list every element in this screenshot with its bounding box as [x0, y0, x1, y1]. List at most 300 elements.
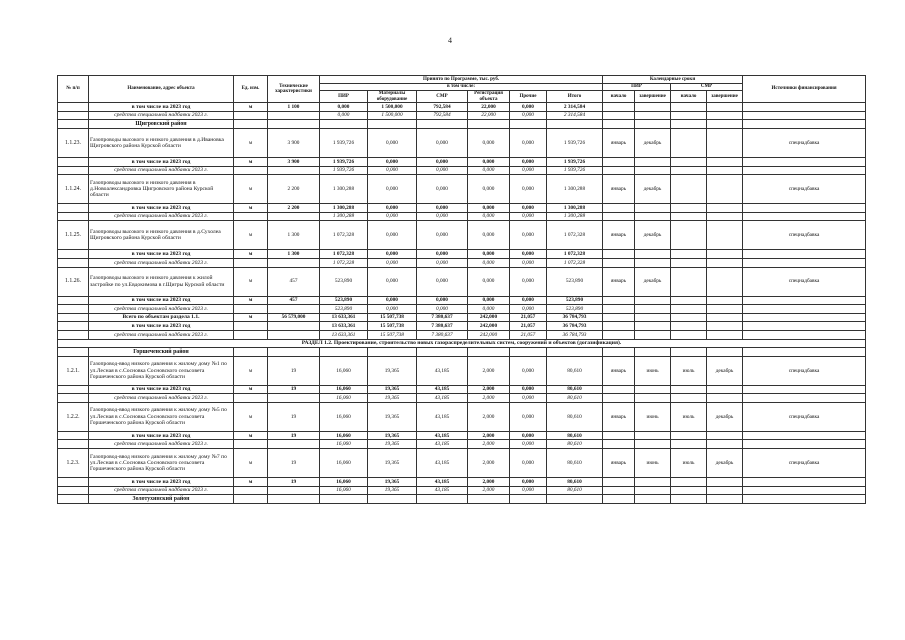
cell-pir-start: январь — [603, 402, 635, 431]
cell-pir-end — [635, 296, 671, 305]
table-row-spec — [58, 111, 866, 120]
cell-tech — [268, 322, 320, 331]
cell-registration: 0,000 — [468, 267, 510, 296]
cell-num — [58, 478, 89, 487]
cell-tech — [268, 330, 320, 339]
cell-pir-start: январь — [603, 221, 635, 250]
cell-empty — [635, 495, 671, 504]
cell-empty — [547, 348, 603, 357]
cell-smr: 0,000 — [417, 305, 468, 314]
cell-registration: 2,000 — [468, 394, 510, 403]
cell-num — [58, 431, 89, 440]
cell-smr-start — [671, 175, 707, 204]
header-materials: Материалы оборудование — [368, 91, 417, 103]
cell-smr: 7 380,637 — [417, 322, 468, 331]
cell-pir-end: декабрь — [635, 175, 671, 204]
cell-pir-end — [635, 394, 671, 403]
cell-empty — [468, 495, 510, 504]
cell-unit — [234, 166, 268, 175]
cell-smr-start — [671, 322, 707, 331]
cell-empty — [671, 120, 707, 129]
table-row-full — [58, 267, 866, 296]
cell-registration: 242,000 — [468, 322, 510, 331]
cell-unit — [234, 111, 268, 120]
cell-name: средства специальной надбавки 2023 г. — [89, 330, 234, 339]
cell-smr: 43,185 — [417, 440, 468, 449]
header-unit: Ед. изм. — [234, 76, 268, 103]
program-table — [57, 75, 866, 504]
cell-empty — [320, 120, 368, 129]
cell-finance — [743, 486, 866, 495]
cell-unit: м — [234, 267, 268, 296]
cell-name: средства специальной надбавки 2023 г. — [89, 394, 234, 403]
cell-other: 0,000 — [510, 103, 547, 112]
table-row-spec — [58, 258, 866, 267]
cell-total: 1 939,726 — [547, 157, 603, 166]
cell-pir-end: декабрь — [635, 267, 671, 296]
cell-total: 523,890 — [547, 305, 603, 314]
cell-finance — [743, 250, 866, 259]
cell-pir: 1 939,726 — [320, 157, 368, 166]
cell-pir-start — [603, 212, 635, 221]
cell-materials: 0,000 — [368, 258, 417, 267]
cell-num — [58, 157, 89, 166]
cell-other: 0,000 — [510, 221, 547, 250]
cell-smr: 7 380,637 — [417, 313, 468, 322]
cell-materials: 15 507,738 — [368, 322, 417, 331]
cell-empty — [671, 495, 707, 504]
cell-finance — [743, 103, 866, 112]
cell-smr: 0,000 — [417, 258, 468, 267]
cell-total: 36 784,793 — [547, 330, 603, 339]
cell-other: 0,000 — [510, 212, 547, 221]
cell-total: 36 784,793 — [547, 313, 603, 322]
cell-pir: 16,060 — [320, 385, 368, 394]
cell-other: 21,057 — [510, 322, 547, 331]
cell-registration: 22,000 — [468, 111, 510, 120]
cell-num: 1.1.23. — [58, 128, 89, 157]
cell-smr-start — [671, 394, 707, 403]
table-row-sub — [58, 385, 866, 394]
cell-materials: 0,000 — [368, 250, 417, 259]
cell-total: 1 072,328 — [547, 258, 603, 267]
cell-pir-end: декабрь — [635, 128, 671, 157]
cell-other: 0,000 — [510, 267, 547, 296]
cell-tech: 19 — [268, 356, 320, 385]
cell-name: в том числе на 2023 год — [89, 204, 234, 213]
cell-unit — [234, 394, 268, 403]
cell-pir-end — [635, 486, 671, 495]
cell-name: средства специальной надбавки 2023 г. — [89, 212, 234, 221]
table-header — [58, 76, 866, 103]
cell-registration: 0,000 — [468, 258, 510, 267]
cell-pir-start — [603, 431, 635, 440]
cell-tech: 19 — [268, 385, 320, 394]
cell-smr: 43,185 — [417, 356, 468, 385]
cell-smr: 0,000 — [417, 204, 468, 213]
cell-num — [58, 330, 89, 339]
table-row-spec — [58, 212, 866, 221]
cell-pir-end — [635, 385, 671, 394]
cell-pir: 523,890 — [320, 305, 368, 314]
cell-finance: спецнадбавка — [743, 356, 866, 385]
cell-smr: 792,584 — [417, 103, 468, 112]
cell-unit: м — [234, 449, 268, 478]
cell-tech — [268, 258, 320, 267]
cell-registration: 2,000 — [468, 486, 510, 495]
cell-smr-end — [707, 313, 743, 322]
cell-empty — [468, 348, 510, 357]
cell-unit — [234, 486, 268, 495]
cell-name: средства специальной надбавки 2023 г. — [89, 166, 234, 175]
cell-total: 2 314,584 — [547, 111, 603, 120]
cell-materials: 1 500,000 — [368, 111, 417, 120]
cell-num: 1.2.3. — [58, 449, 89, 478]
cell-smr-start — [671, 111, 707, 120]
cell-total: 523,890 — [547, 296, 603, 305]
table-row-full — [58, 221, 866, 250]
cell-other: 0,000 — [510, 128, 547, 157]
table-row-spec — [58, 440, 866, 449]
cell-tech — [268, 212, 320, 221]
cell-tech — [268, 486, 320, 495]
cell-finance — [743, 305, 866, 314]
cell-smr-end — [707, 305, 743, 314]
district-name: Щигровский район — [89, 120, 234, 129]
cell-empty — [268, 120, 320, 129]
cell-pir-start — [603, 296, 635, 305]
cell-finance — [743, 313, 866, 322]
cell-unit — [234, 305, 268, 314]
cell-finance: спецнадбавка — [743, 128, 866, 157]
cell-pir-end — [635, 313, 671, 322]
cell-empty — [417, 120, 468, 129]
cell-smr: 43,185 — [417, 402, 468, 431]
cell-smr-end — [707, 128, 743, 157]
cell-tech: 2 200 — [268, 204, 320, 213]
cell-smr: 0,000 — [417, 212, 468, 221]
cell-unit: м — [234, 204, 268, 213]
cell-smr: 43,185 — [417, 449, 468, 478]
header-accepted: Принято по Программе, тыс. руб. — [320, 76, 603, 84]
cell-total: 1 072,328 — [547, 250, 603, 259]
cell-smr: 0,000 — [417, 250, 468, 259]
cell-total: 523,890 — [547, 267, 603, 296]
cell-num — [58, 258, 89, 267]
cell-finance — [743, 431, 866, 440]
table-row-dist — [58, 348, 866, 357]
cell-registration: 2,000 — [468, 402, 510, 431]
cell-pir: 16,060 — [320, 431, 368, 440]
cell-tech: 19 — [268, 431, 320, 440]
cell-smr-end — [707, 330, 743, 339]
cell-registration: 0,000 — [468, 212, 510, 221]
cell-smr-end — [707, 250, 743, 259]
cell-smr-start: июль — [671, 449, 707, 478]
cell-smr-end — [707, 431, 743, 440]
cell-finance: спецнадбавка — [743, 449, 866, 478]
cell-smr-start — [671, 440, 707, 449]
cell-name: в том числе на 2023 год — [89, 250, 234, 259]
header-smr: СМР — [417, 91, 468, 103]
cell-empty — [320, 348, 368, 357]
cell-finance — [743, 166, 866, 175]
cell-unit: м — [234, 478, 268, 487]
cell-pir: 523,890 — [320, 267, 368, 296]
cell-empty — [635, 120, 671, 129]
cell-pir: 0,000 — [320, 111, 368, 120]
cell-num — [58, 166, 89, 175]
cell-empty — [635, 348, 671, 357]
cell-registration: 0,000 — [468, 305, 510, 314]
cell-empty — [707, 348, 743, 357]
cell-registration: 242,000 — [468, 330, 510, 339]
cell-pir-start — [603, 394, 635, 403]
cell-materials: 0,000 — [368, 175, 417, 204]
cell-pir: 16,060 — [320, 486, 368, 495]
table-row-tot — [58, 322, 866, 331]
cell-unit: м — [234, 221, 268, 250]
cell-tech: 1 100 — [268, 103, 320, 112]
cell-pir-start: январь — [603, 356, 635, 385]
cell-empty — [268, 495, 320, 504]
cell-empty — [707, 120, 743, 129]
cell-pir: 1 072,328 — [320, 250, 368, 259]
header-incl: в том числе: — [320, 84, 603, 91]
cell-other: 0,000 — [510, 250, 547, 259]
cell-other: 0,000 — [510, 204, 547, 213]
cell-materials: 19,365 — [368, 478, 417, 487]
cell-finance — [743, 440, 866, 449]
cell-other: 21,057 — [510, 330, 547, 339]
cell-materials: 19,365 — [368, 402, 417, 431]
table-row-sub — [58, 431, 866, 440]
cell-registration: 242,000 — [468, 313, 510, 322]
cell-pir-end — [635, 204, 671, 213]
cell-pir-end — [635, 440, 671, 449]
cell-smr: 0,000 — [417, 128, 468, 157]
cell-smr-start: июль — [671, 402, 707, 431]
cell-empty — [707, 495, 743, 504]
cell-smr-end: декабрь — [707, 449, 743, 478]
cell-other: 0,000 — [510, 305, 547, 314]
cell-smr-end: декабрь — [707, 356, 743, 385]
cell-smr-start — [671, 258, 707, 267]
cell-other: 0,000 — [510, 449, 547, 478]
district-name: Горшеченский район — [89, 348, 234, 357]
cell-materials: 19,365 — [368, 449, 417, 478]
cell-total: 80,610 — [547, 385, 603, 394]
cell-finance — [743, 111, 866, 120]
cell-empty — [368, 348, 417, 357]
cell-tech: 457 — [268, 267, 320, 296]
cell-pir-end — [635, 166, 671, 175]
cell-smr-start — [671, 166, 707, 175]
cell-empty — [510, 495, 547, 504]
cell-pir-start: январь — [603, 175, 635, 204]
cell-pir-start — [603, 330, 635, 339]
cell-total: 1 072,328 — [547, 221, 603, 250]
cell-empty — [743, 495, 866, 504]
cell-unit — [234, 322, 268, 331]
cell-smr-start — [671, 296, 707, 305]
cell-tech — [268, 440, 320, 449]
cell-unit: м — [234, 175, 268, 204]
cell-pir: 1 300,288 — [320, 212, 368, 221]
cell-total: 80,610 — [547, 356, 603, 385]
cell-num — [58, 313, 89, 322]
cell-smr-end — [707, 440, 743, 449]
cell-unit — [234, 440, 268, 449]
table-row-sub — [58, 296, 866, 305]
cell-materials: 19,365 — [368, 431, 417, 440]
cell-empty — [510, 348, 547, 357]
cell-unit: м — [234, 103, 268, 112]
cell-smr: 0,000 — [417, 221, 468, 250]
cell-pir-start — [603, 313, 635, 322]
cell-pir: 1 939,726 — [320, 128, 368, 157]
cell-tech — [268, 394, 320, 403]
cell-other: 0,000 — [510, 166, 547, 175]
cell-smr: 0,000 — [417, 296, 468, 305]
cell-total: 1 300,288 — [547, 212, 603, 221]
cell-unit: м — [234, 157, 268, 166]
cell-pir-start — [603, 157, 635, 166]
cell-total: 80,610 — [547, 478, 603, 487]
cell-smr-end — [707, 258, 743, 267]
cell-smr-end — [707, 175, 743, 204]
cell-other: 21,057 — [510, 313, 547, 322]
header-pir-start: начало — [603, 91, 635, 103]
cell-num — [58, 296, 89, 305]
cell-tech: 3 900 — [268, 128, 320, 157]
cell-pir: 523,890 — [320, 296, 368, 305]
cell-empty — [417, 348, 468, 357]
cell-total: 1 939,726 — [547, 166, 603, 175]
cell-registration: 0,000 — [468, 250, 510, 259]
cell-pir: 13 633,361 — [320, 330, 368, 339]
table-row-sub — [58, 250, 866, 259]
cell-num — [58, 204, 89, 213]
cell-total: 80,610 — [547, 486, 603, 495]
cell-registration: 2,000 — [468, 449, 510, 478]
table-row-sect — [58, 339, 866, 348]
cell-smr: 43,185 — [417, 394, 468, 403]
cell-tech — [268, 111, 320, 120]
cell-smr: 0,000 — [417, 166, 468, 175]
cell-materials: 1 500,000 — [368, 103, 417, 112]
cell-unit: м — [234, 313, 268, 322]
cell-unit: м — [234, 296, 268, 305]
cell-pir-start — [603, 385, 635, 394]
cell-empty — [603, 495, 635, 504]
cell-name: Газопровод-ввод низкого давления к жилому дому №7 по ул.Лесная в с.Сосновка Сосновского сельсовета Горшеченского района Курской области — [89, 449, 234, 478]
cell-smr: 0,000 — [417, 267, 468, 296]
cell-tech: 19 — [268, 402, 320, 431]
table-row-sub — [58, 478, 866, 487]
cell-smr-start — [671, 431, 707, 440]
cell-num — [58, 111, 89, 120]
cell-finance: спецнадбавка — [743, 221, 866, 250]
cell-unit — [234, 330, 268, 339]
cell-registration: 22,000 — [468, 103, 510, 112]
cell-registration: 0,000 — [468, 221, 510, 250]
cell-finance — [743, 330, 866, 339]
cell-tech: 56 579,000 — [268, 313, 320, 322]
cell-pir-end — [635, 305, 671, 314]
cell-tech: 1 300 — [268, 250, 320, 259]
cell-name: Всего по объектам раздела 1.1. — [89, 313, 234, 322]
cell-pir-end: июнь — [635, 356, 671, 385]
cell-total: 80,610 — [547, 440, 603, 449]
cell-num — [58, 495, 89, 504]
cell-pir: 0,000 — [320, 103, 368, 112]
cell-smr-start — [671, 267, 707, 296]
cell-finance — [743, 322, 866, 331]
cell-materials: 15 507,738 — [368, 330, 417, 339]
cell-other: 0,000 — [510, 111, 547, 120]
header-finance: Источники финансирования — [743, 76, 866, 103]
cell-tech: 1 300 — [268, 221, 320, 250]
cell-smr-end — [707, 385, 743, 394]
cell-name: средства специальной надбавки 2023 г. — [89, 258, 234, 267]
cell-total: 80,610 — [547, 394, 603, 403]
cell-other: 0,000 — [510, 385, 547, 394]
cell-empty — [234, 495, 268, 504]
table-row-tot — [58, 313, 866, 322]
district-name: Золотухинский район — [89, 495, 234, 504]
cell-empty — [547, 495, 603, 504]
cell-tech: 19 — [268, 478, 320, 487]
cell-empty — [547, 120, 603, 129]
table-row-spec — [58, 330, 866, 339]
cell-materials: 0,000 — [368, 212, 417, 221]
cell-total: 1 300,288 — [547, 175, 603, 204]
cell-materials: 19,365 — [368, 440, 417, 449]
cell-finance: спецнадбавка — [743, 175, 866, 204]
table-row-full — [58, 356, 866, 385]
cell-materials: 0,000 — [368, 296, 417, 305]
cell-unit: м — [234, 431, 268, 440]
table-row-dist — [58, 120, 866, 129]
cell-other: 0,000 — [510, 175, 547, 204]
cell-smr-start — [671, 305, 707, 314]
cell-num — [58, 394, 89, 403]
cell-name: в том числе на 2023 год — [89, 431, 234, 440]
cell-smr: 43,185 — [417, 486, 468, 495]
cell-registration: 0,000 — [468, 128, 510, 157]
cell-smr-start — [671, 157, 707, 166]
cell-num — [58, 305, 89, 314]
cell-materials: 0,000 — [368, 305, 417, 314]
cell-empty — [603, 120, 635, 129]
cell-pir: 16,060 — [320, 449, 368, 478]
cell-num — [58, 212, 89, 221]
header-smr-start: начало — [671, 91, 707, 103]
cell-pir-end — [635, 258, 671, 267]
page-number: 4 — [448, 36, 452, 45]
cell-empty — [510, 120, 547, 129]
cell-num: 1.2.1. — [58, 356, 89, 385]
cell-pir-end — [635, 431, 671, 440]
cell-other: 0,000 — [510, 356, 547, 385]
cell-other: 0,000 — [510, 394, 547, 403]
cell-materials: 19,365 — [368, 356, 417, 385]
cell-tech: 19 — [268, 449, 320, 478]
cell-num — [58, 103, 89, 112]
cell-other: 0,000 — [510, 157, 547, 166]
cell-empty — [268, 348, 320, 357]
